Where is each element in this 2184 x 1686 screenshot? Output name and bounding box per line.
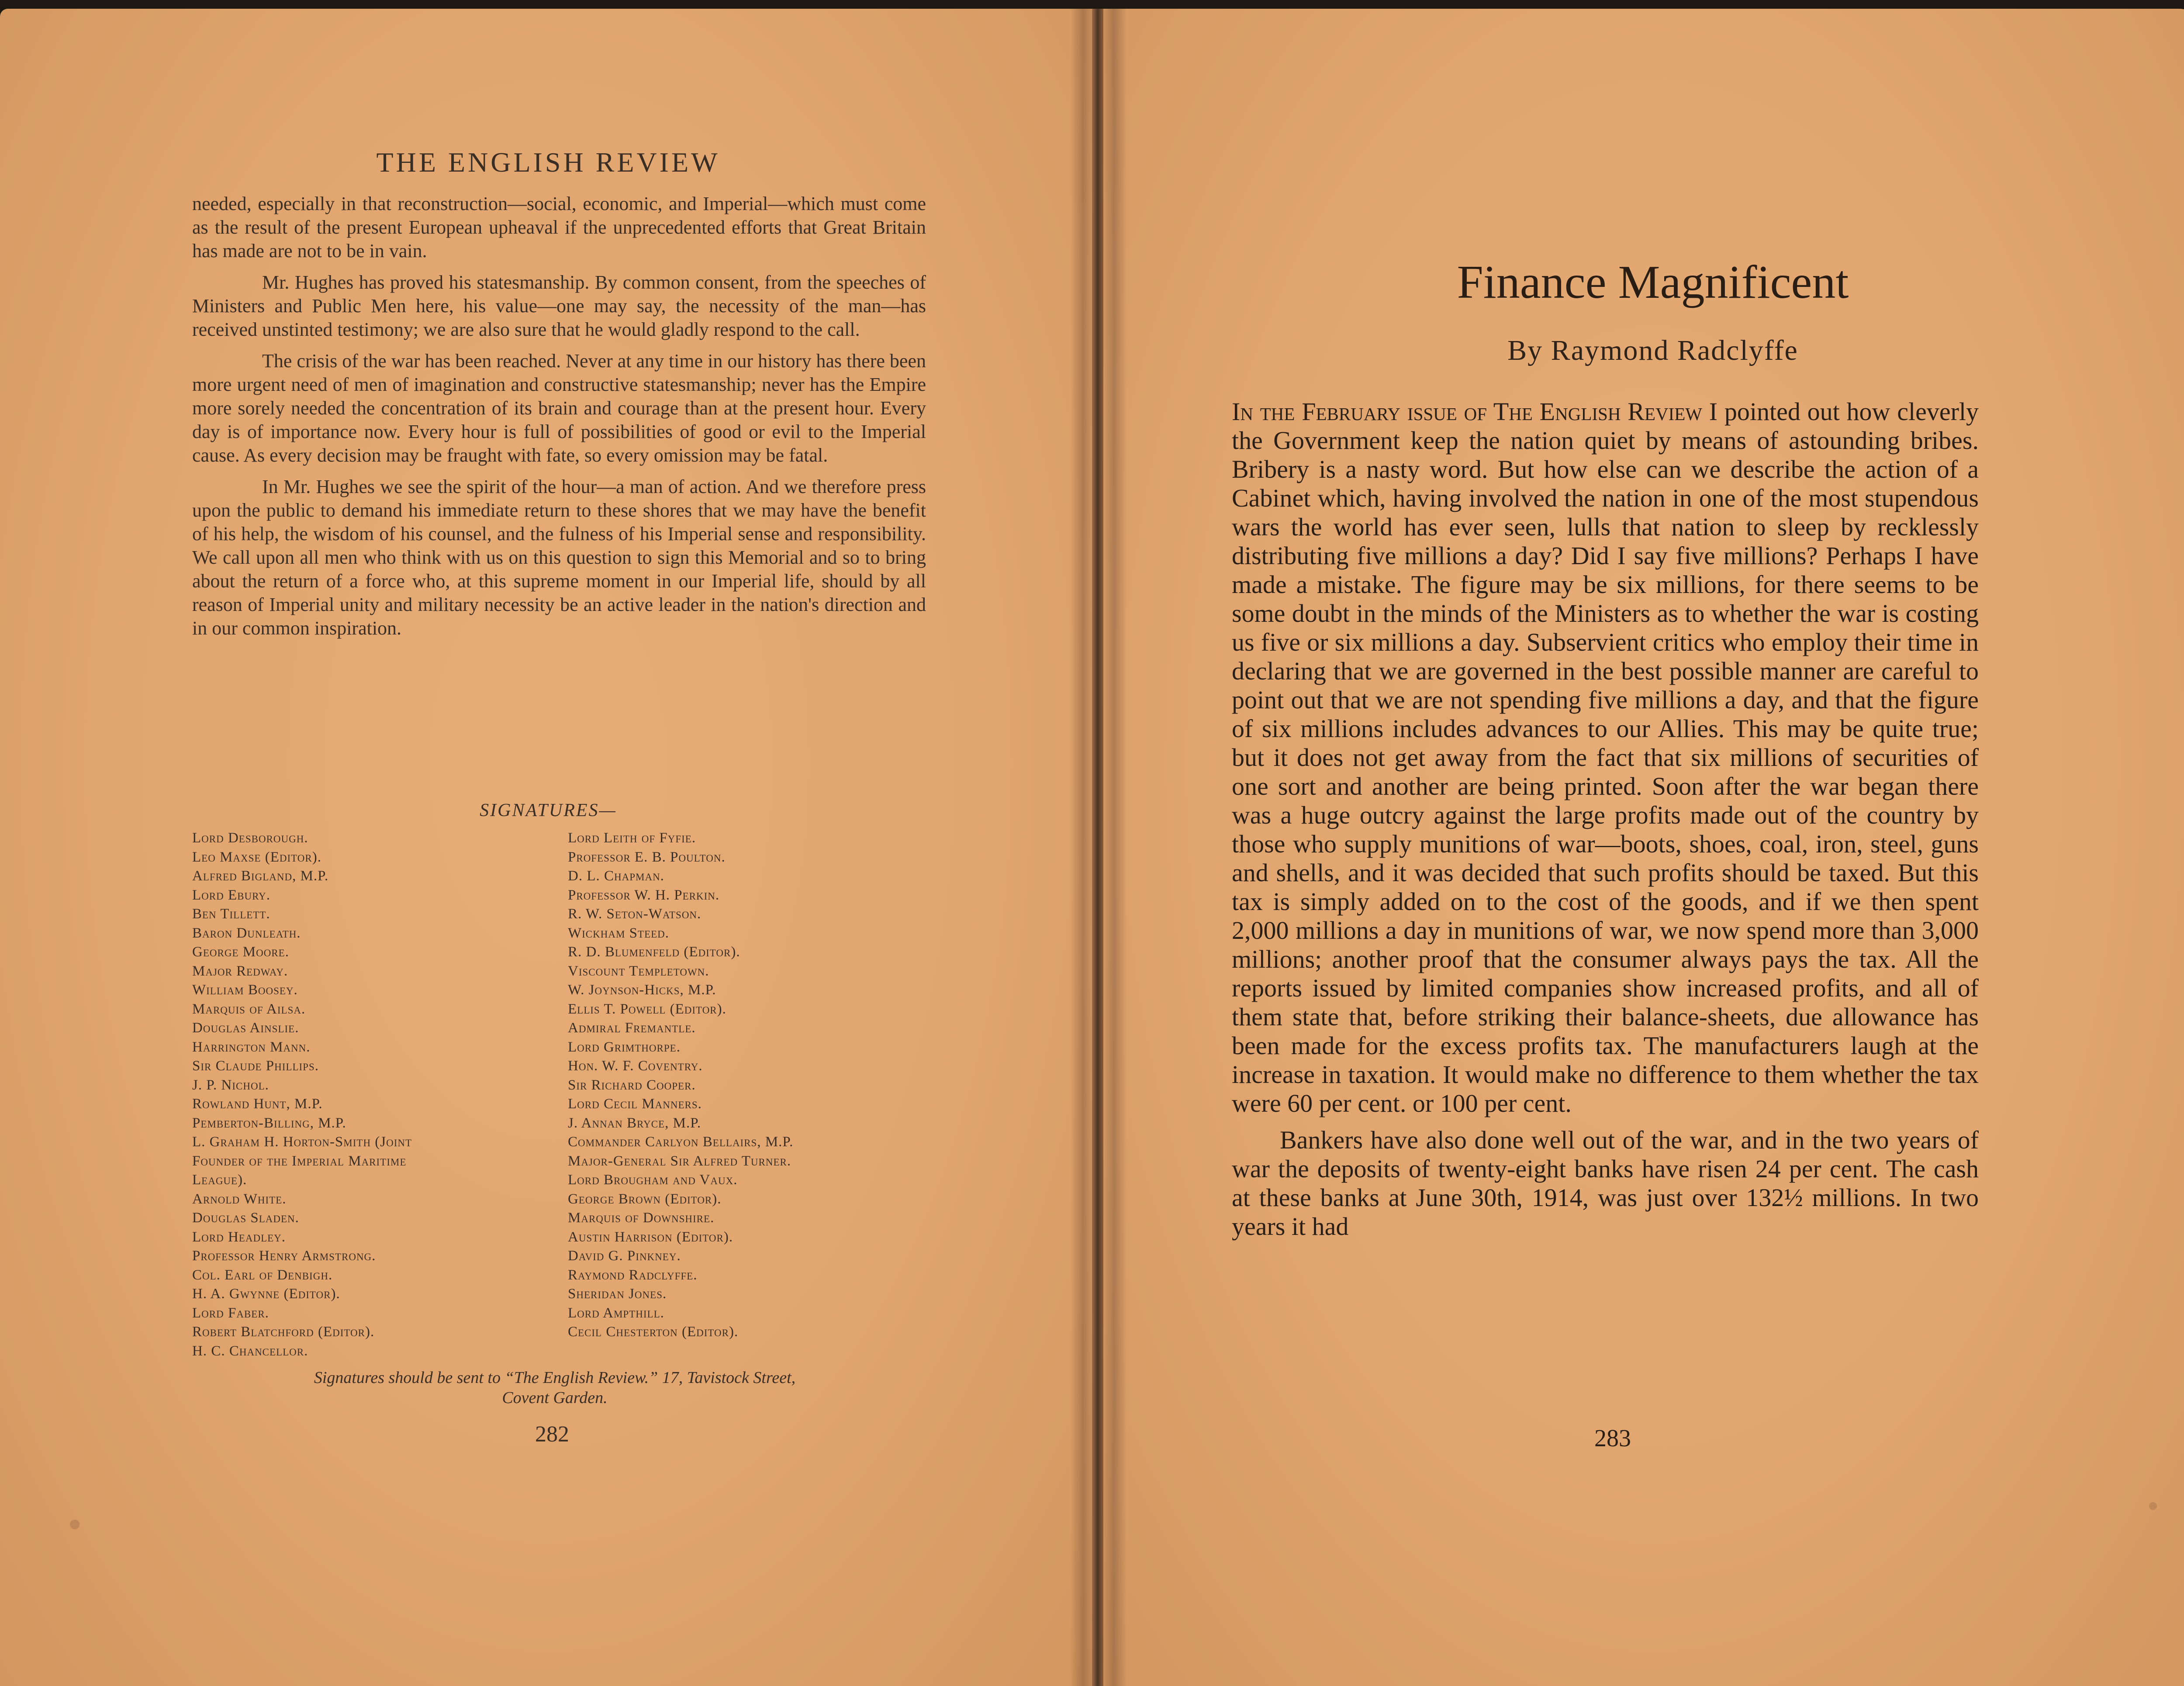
- signature-entry: Sir Claude Phillips.: [192, 1058, 319, 1074]
- left-paragraph-1: needed, especially in that reconstruction—social, economic, and Imperial—which must come as the result of the present European upheaval if the unprecedented efforts that Great Britain has made are not to be in vain.: [192, 193, 926, 262]
- left-body-text: [192, 192, 926, 648]
- signature-entry: Hon. W. F. Coventry.: [568, 1058, 703, 1074]
- article-byline: By Raymond Radclyffe: [1507, 334, 1798, 366]
- signature-entry: League).: [192, 1172, 247, 1188]
- left-paragraph-2: Mr. Hughes has proved his statesmanship. By common consent, from the speeches of Ministers and Public Men here, his value—one may say, the necessity of the man—has received unstinted testimony; we are also sure that he would gladly respond to the call.: [192, 272, 926, 340]
- signature-entry: Alfred Bigland, M.P.: [192, 868, 329, 884]
- signature-entry: Founder of the Imperial Maritime: [192, 1153, 407, 1169]
- signature-entry: Lord Grimthorpe.: [568, 1039, 681, 1055]
- signature-entry: Lord Faber.: [192, 1305, 269, 1321]
- signature-entry: Ellis T. Powell (Editor).: [568, 1001, 726, 1017]
- signature-entry: Rowland Hunt, M.P.: [192, 1096, 323, 1112]
- running-head: THE ENGLISH REVIEW: [376, 147, 720, 178]
- signature-entry: H. C. Chancellor.: [192, 1343, 308, 1359]
- signatures-right-column: [568, 829, 935, 1342]
- signatures-note: [201, 1368, 909, 1408]
- signature-entry: Baron Dunleath.: [192, 925, 301, 941]
- paragraph-1-rest: I pointed out how cleverly the Government keep the nation quiet by means of astounding bribes. Bribery is a nasty word. But how else can we describe the action of a Cabinet which, having involved the nation in one of the most stupendous wars the world has ever seen, lulls that nation to sleep by recklessly distributing five millions a day? Did I say five millions? Perhaps I have made a mistake. The figure may be six millions, for there seems to be some doubt in the minds of the Ministers as to whether the war is costing us five or six millions a day. Subservient critics who employ their time in declaring that we are governed in the best possible manner are careful to point out that we are not spending five millions a day, and that the figure of six millions includes advances to our Allies. This may be quite true; but it does not get away from the fact that six millions of securities of one sort and another are being printed. Soon after the war began there was a huge outcry against the large profits made out of the country by those who supply munitions of war—boots, shoes, coal, iron, steel, guns and shells, and it was decided that such profits should be taxed. But this tax is simply added on to the cost of the goods, and if we then spent 2,000 millions a day in munitions of war, we now spend more than 3,000 millions; another proof that the consumer always pays the tax. All the reports issued by limited companies show increased profits, and all of them state that, before striking their balance-sheets, due allowance has been made for the excess profits tax. The manufacturers laugh at the increase in taxation. It would make no difference to them whether the tax were 60 per cent. or 100 per cent.: [1232, 397, 1979, 1117]
- right-paragraph-1: [1232, 397, 1979, 1118]
- signature-entry: David G. Pinkney.: [568, 1248, 681, 1264]
- signature-entry: Lord Leith of Fyfie.: [568, 830, 696, 846]
- page-number-left: 282: [535, 1422, 569, 1447]
- signature-entry: Marquis of Downshire.: [568, 1210, 715, 1226]
- left-paragraph-3: The crisis of the war has been reached. Never at any time in our history has there been more urgent need of men of imagination and constructive statesmanship; never has the Empire more sorely needed the concentration of its brain and courage than at the present hour. Every day is of importance now. Every hour is full of possibilities of good or evil to the Imperial cause. As every decision may be fraught with fate, so every omission may be fatal.: [192, 350, 926, 466]
- paper-spot: [70, 1520, 79, 1529]
- signature-entry: Arnold White.: [192, 1191, 287, 1207]
- signature-entry: Wickham Steed.: [568, 925, 670, 941]
- signature-entry: Major Redway.: [192, 963, 288, 979]
- left-paragraph-4: In Mr. Hughes we see the spirit of the hour—a man of action. And we therefore press upon the public to demand his immediate return to these shores that we may have the benefit of his help, the wisdom of his counsel, and the fulness of his Imperial sense and responsibility. We call upon all men who think with us on this question to sign this Memorial and so to bring about the return of a force who, at this supreme moment in our Imperial life, should by all reason of Imperial unity and military necessity be an active leader in the nation's direction and in our common inspiration.: [192, 476, 926, 639]
- signature-entry: Professor W. H. Perkin.: [568, 887, 720, 903]
- signature-entry: Lord Headley.: [192, 1229, 286, 1245]
- signature-entry: Lord Ebury.: [192, 887, 271, 903]
- small-caps-lead: the February issue of The English Review: [1260, 397, 1702, 426]
- signature-entry: Professor E. B. Poulton.: [568, 849, 726, 865]
- signatures-note-line-1: Signatures should be sent to “The English Review.” 17, Tavistock Street,: [314, 1369, 796, 1387]
- signature-entry: Cecil Chesterton (Editor).: [568, 1324, 739, 1340]
- signature-entry: L. Graham H. Horton-Smith (Joint: [192, 1134, 412, 1150]
- signature-entry: Marquis of Ailsa.: [192, 1001, 306, 1017]
- signature-entry: Pemberton-Billing, M.P.: [192, 1115, 346, 1131]
- signature-entry: Douglas Ainslie.: [192, 1020, 299, 1036]
- signature-entry: Leo Maxse (Editor).: [192, 849, 321, 865]
- right-body-text: [1232, 397, 1979, 1249]
- signature-entry: Ben Tillett.: [192, 906, 270, 922]
- signature-entry: Lord Brougham and Vaux.: [568, 1172, 738, 1188]
- signature-entry: Col. Earl of Denbigh.: [192, 1267, 333, 1283]
- signature-entry: J. P. Nichol.: [192, 1077, 269, 1093]
- signature-entry: William Boosey.: [192, 982, 298, 998]
- right-paragraph-2: Bankers have also done well out of the war, and in the two years of war the deposits of twenty-eight banks have risen 24 per cent. The cash at these banks at June 30th, 1914, was just over 132½ millions. In two years it had: [1232, 1126, 1979, 1241]
- signature-entry: W. Joynson-Hicks, M.P.: [568, 982, 716, 998]
- signature-entry: Major-General Sir Alfred Turner.: [568, 1153, 791, 1169]
- signatures-note-line-2: Covent Garden.: [502, 1389, 608, 1407]
- article-title: Finance Magnificent: [1457, 256, 1849, 308]
- signature-entry: Commander Carlyon Bellairs, M.P.: [568, 1134, 794, 1150]
- signature-entry: Sheridan Jones.: [568, 1286, 667, 1302]
- paper-spot: [2149, 1502, 2157, 1510]
- signatures-heading: SIGNATURES—: [480, 800, 617, 821]
- signature-entry: R. W. Seton-Watson.: [568, 906, 702, 922]
- signature-entry: Sir Richard Cooper.: [568, 1077, 696, 1093]
- signature-entry: D. L. Chapman.: [568, 868, 664, 884]
- signature-entry: J. Annan Bryce, M.P.: [568, 1115, 702, 1131]
- signature-entry: Admiral Fremantle.: [568, 1020, 696, 1036]
- signatures-left-column: [192, 829, 550, 1361]
- signature-entry: Professor Henry Armstrong.: [192, 1248, 376, 1264]
- drop-word: In: [1232, 397, 1253, 426]
- signature-entry: Raymond Radclyffe.: [568, 1267, 698, 1283]
- page-number-right: 283: [1594, 1425, 1631, 1452]
- signature-entry: Lord Ampthill.: [568, 1305, 664, 1321]
- signature-entry: Lord Desborough.: [192, 830, 308, 846]
- signature-entry: George Brown (Editor).: [568, 1191, 722, 1207]
- signature-entry: Douglas Sladen.: [192, 1210, 299, 1226]
- signature-entry: Lord Cecil Manners.: [568, 1096, 702, 1112]
- signature-entry: R. D. Blumenfeld (Editor).: [568, 944, 740, 960]
- signature-entry: Harrington Mann.: [192, 1039, 311, 1055]
- signature-entry: Robert Blatchford (Editor).: [192, 1324, 375, 1340]
- signature-entry: George Moore.: [192, 944, 289, 960]
- signature-entry: Austin Harrison (Editor).: [568, 1229, 733, 1245]
- signature-entry: Viscount Templetown.: [568, 963, 709, 979]
- signature-entry: H. A. Gwynne (Editor).: [192, 1286, 340, 1302]
